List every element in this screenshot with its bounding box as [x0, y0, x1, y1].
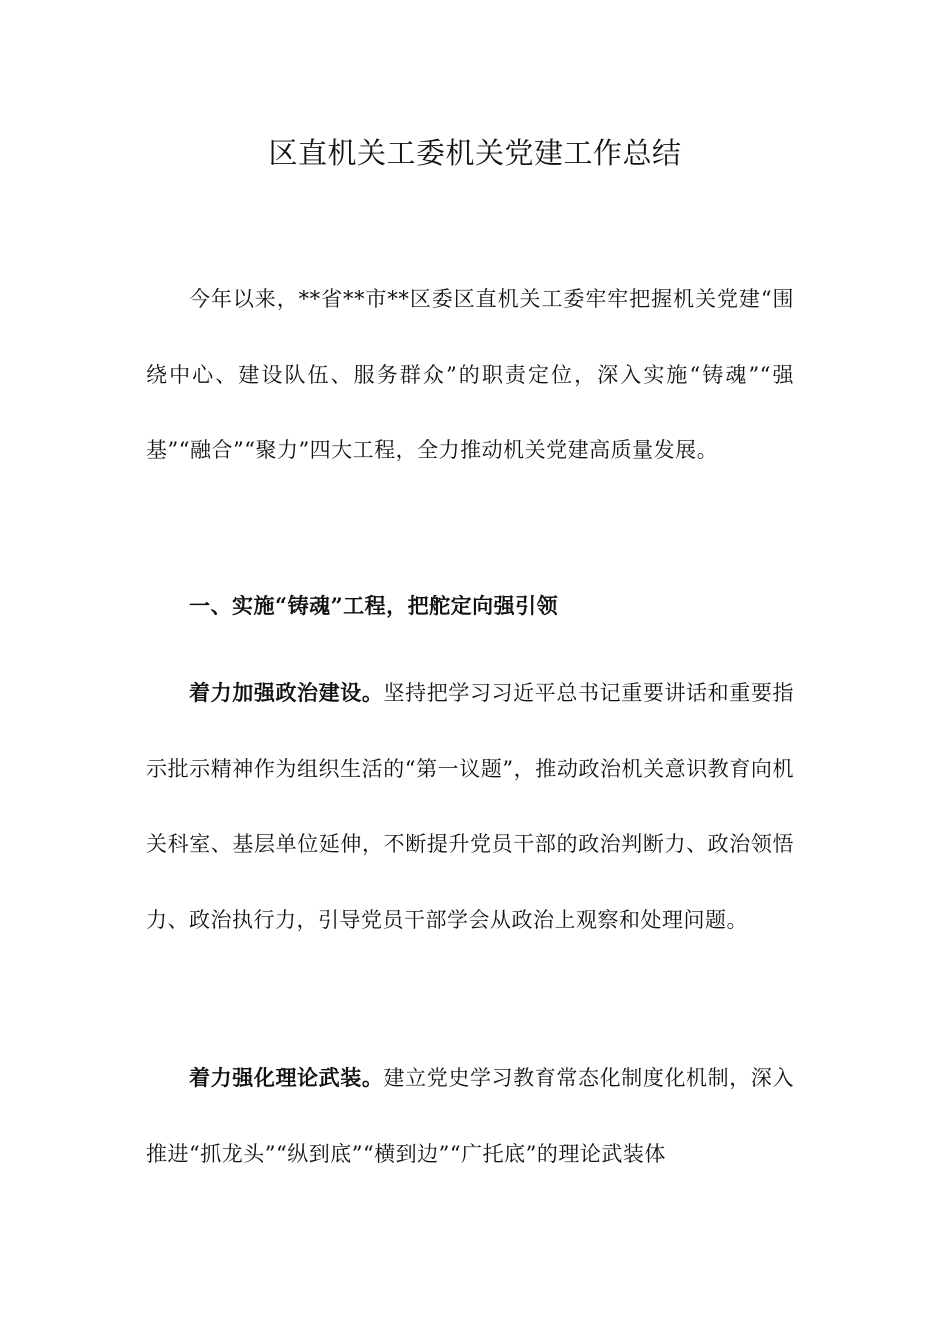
paragraph-theory-armament: [146, 1040, 794, 1192]
intro-paragraph: 今年以来，**省**市**区委区直机关工委牢牢把握机关党建“围绕中心、建设队伍、服务群众”的职责定位，深入实施“铸魂”“强基”“融合”“聚力”四大工程，全力推动机关党建高质量发展。: [146, 287, 794, 462]
paragraph-text: 坚持把学习习近平总书记重要讲话和重要指示批示精神作为组织生活的“第一议题”，推动政治机关意识教育向机关科室、基层单位延伸，不断提升党员干部的政治判断力、政治领悟力、政治执行力，引导党员干部学会从政治上观察和处理问题。: [146, 681, 794, 932]
paragraph-political-construction: [146, 655, 794, 958]
paragraph-text: 建立党史学习教育常态化制度化机制，深入推进“抓龙头”“纵到底”“横到边”“广托底”的理论武装体: [146, 1066, 794, 1166]
section-heading-1: 一、实施“铸魂”工程，把舵定向强引领: [189, 593, 559, 618]
document-title: 区直机关工委机关党建工作总结: [268, 136, 682, 170]
paragraph-lead: 着力加强政治建设。: [189, 680, 384, 705]
paragraph-lead: 着力强化理论武装。: [189, 1065, 384, 1090]
